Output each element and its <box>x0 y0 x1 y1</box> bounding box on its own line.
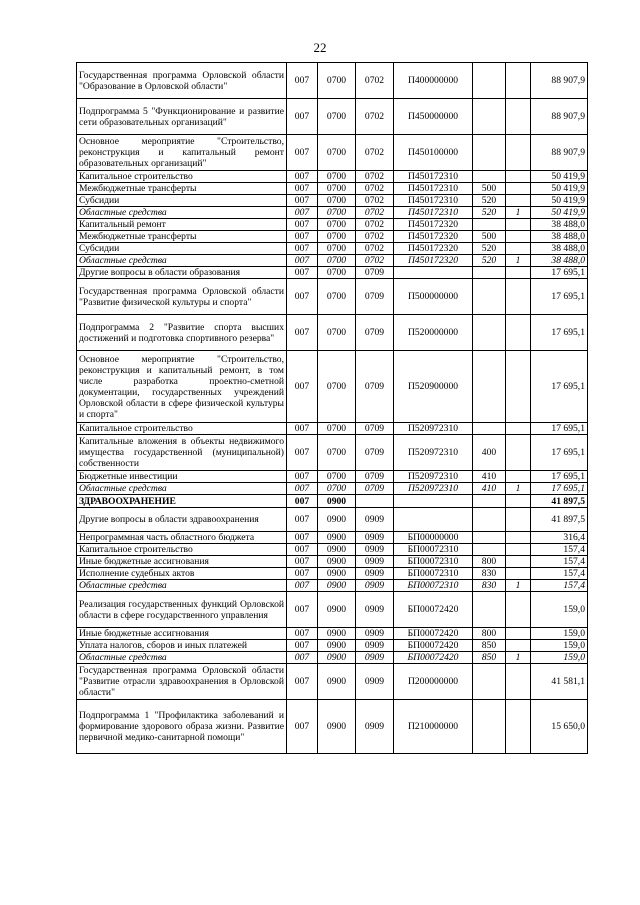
row-code-expense-type: 500 <box>473 183 506 195</box>
row-code-expense-type <box>473 495 506 508</box>
table-row <box>77 267 588 279</box>
row-code-section: 0700 <box>318 171 356 183</box>
row-code-section: 0700 <box>318 183 356 195</box>
row-amount: 41 897,5 <box>531 495 588 508</box>
row-code-section: 0900 <box>318 544 356 556</box>
row-code-section: 0900 <box>318 664 356 700</box>
row-code-expense-type <box>473 219 506 231</box>
row-code-source: 1 <box>506 207 531 219</box>
row-code-ministry: 007 <box>287 580 318 592</box>
table-row <box>77 435 588 471</box>
row-code-expense-type: 800 <box>473 556 506 568</box>
row-code-expense-type <box>473 279 506 315</box>
row-code-subsection: 0909 <box>356 664 394 700</box>
row-description: Государственная программа Орловской области "Образование в Орловской области" <box>77 63 287 99</box>
row-amount: 88 907,9 <box>531 63 588 99</box>
row-code-ministry: 007 <box>287 532 318 544</box>
row-code-ministry: 007 <box>287 99 318 135</box>
row-amount: 159,0 <box>531 628 588 640</box>
row-code-subsection: 0909 <box>356 568 394 580</box>
row-code-ministry: 007 <box>287 483 318 495</box>
row-code-expense-type <box>473 171 506 183</box>
row-code-subsection: 0909 <box>356 652 394 664</box>
row-code-target: БП00072420 <box>394 652 473 664</box>
row-code-subsection: 0702 <box>356 171 394 183</box>
row-description: Капитальное строительство <box>77 544 287 556</box>
row-code-source <box>506 592 531 628</box>
row-code-target: БП00072420 <box>394 640 473 652</box>
row-amount: 38 488,0 <box>531 243 588 255</box>
row-code-subsection: 0909 <box>356 556 394 568</box>
row-amount: 17 695,1 <box>531 351 588 423</box>
row-description: Государственная программа Орловской области "Развитие физической культуры и спорта" <box>77 279 287 315</box>
row-description: ЗДРАВООХРАНЕНИЕ <box>77 495 287 508</box>
row-code-subsection: 0709 <box>356 435 394 471</box>
row-description: Иные бюджетные ассигнования <box>77 556 287 568</box>
row-code-expense-type: 520 <box>473 243 506 255</box>
row-code-subsection: 0702 <box>356 255 394 267</box>
row-code-section: 0700 <box>318 351 356 423</box>
row-description: Реализация государственных функций Орловской области в сфере государственного управления <box>77 592 287 628</box>
row-code-section: 0900 <box>318 628 356 640</box>
table-row <box>77 580 588 592</box>
row-code-subsection: 0709 <box>356 267 394 279</box>
row-code-subsection: 0702 <box>356 243 394 255</box>
row-code-source: 1 <box>506 652 531 664</box>
row-amount: 41 897,5 <box>531 508 588 532</box>
table-row <box>77 628 588 640</box>
row-code-subsection: 0709 <box>356 483 394 495</box>
row-code-source <box>506 63 531 99</box>
row-code-target: П450172310 <box>394 195 473 207</box>
row-code-section: 0700 <box>318 483 356 495</box>
row-code-ministry: 007 <box>287 135 318 171</box>
row-code-source <box>506 544 531 556</box>
row-amount: 159,0 <box>531 652 588 664</box>
row-code-target: П520972310 <box>394 423 473 435</box>
row-description: Уплата налогов, сборов и иных платежей <box>77 640 287 652</box>
row-code-source <box>506 508 531 532</box>
table-row <box>77 255 588 267</box>
row-code-section: 0700 <box>318 279 356 315</box>
row-code-target: БП00072310 <box>394 568 473 580</box>
table-row <box>77 544 588 556</box>
table-row <box>77 652 588 664</box>
row-code-subsection: 0702 <box>356 63 394 99</box>
row-code-section: 0700 <box>318 99 356 135</box>
table-row <box>77 700 588 754</box>
row-code-expense-type <box>473 532 506 544</box>
row-amount: 157,4 <box>531 556 588 568</box>
row-description: Основное мероприятие "Строительство, реконструкция и капитальный ремонт, в том числе разработка проектно-сметной документации, государственных учреждений Орловской области в сфере физической культуры и спорта" <box>77 351 287 423</box>
table-row <box>77 171 588 183</box>
table-row <box>77 207 588 219</box>
row-amount: 50 419,9 <box>531 195 588 207</box>
row-code-ministry: 007 <box>287 183 318 195</box>
row-code-ministry: 007 <box>287 315 318 351</box>
table-row <box>77 243 588 255</box>
row-code-ministry: 007 <box>287 267 318 279</box>
row-code-target: П450172310 <box>394 183 473 195</box>
row-amount: 17 695,1 <box>531 423 588 435</box>
row-amount: 316,4 <box>531 532 588 544</box>
table-row <box>77 315 588 351</box>
row-code-target: П500000000 <box>394 279 473 315</box>
row-amount: 38 488,0 <box>531 219 588 231</box>
row-description: Основное мероприятие "Строительство, реконструкция и капитальный ремонт образовательных организаций" <box>77 135 287 171</box>
row-code-ministry: 007 <box>287 544 318 556</box>
row-description: Субсидии <box>77 195 287 207</box>
row-code-subsection: 0702 <box>356 99 394 135</box>
row-code-source <box>506 628 531 640</box>
row-code-expense-type <box>473 544 506 556</box>
row-code-subsection: 0709 <box>356 351 394 423</box>
row-code-subsection <box>356 495 394 508</box>
row-code-target: П520972310 <box>394 483 473 495</box>
row-code-expense-type <box>473 315 506 351</box>
row-code-expense-type: 800 <box>473 628 506 640</box>
row-code-target: П450172320 <box>394 231 473 243</box>
row-code-source: 1 <box>506 255 531 267</box>
table-row <box>77 231 588 243</box>
row-description: Капитальные вложения в объекты недвижимого имущества государственной (муниципальной) собственности <box>77 435 287 471</box>
row-code-subsection: 0702 <box>356 231 394 243</box>
row-description: Подпрограмма 1 "Профилактика заболеваний и формирование здорового образа жизни. Развитие первичной медико-санитарной помощи" <box>77 700 287 754</box>
row-code-subsection: 0909 <box>356 628 394 640</box>
row-code-ministry: 007 <box>287 628 318 640</box>
row-code-ministry: 007 <box>287 568 318 580</box>
row-code-target: П520900000 <box>394 351 473 423</box>
row-code-ministry: 007 <box>287 592 318 628</box>
row-description: Межбюджетные трансферты <box>77 231 287 243</box>
row-code-target: П450172320 <box>394 243 473 255</box>
table-row <box>77 556 588 568</box>
row-code-section: 0700 <box>318 423 356 435</box>
row-code-target: БП00072310 <box>394 580 473 592</box>
row-code-section: 0700 <box>318 135 356 171</box>
row-code-ministry: 007 <box>287 231 318 243</box>
row-amount: 88 907,9 <box>531 135 588 171</box>
page-number: 22 <box>313 40 327 55</box>
row-amount: 159,0 <box>531 640 588 652</box>
row-amount: 159,0 <box>531 592 588 628</box>
row-description: Государственная программа Орловской области "Развитие отрасли здравоохранения в Орловской области" <box>77 664 287 700</box>
row-code-expense-type <box>473 508 506 532</box>
row-code-source <box>506 99 531 135</box>
row-code-source <box>506 568 531 580</box>
row-code-target: БП00072420 <box>394 592 473 628</box>
row-code-section: 0900 <box>318 495 356 508</box>
row-code-section: 0700 <box>318 243 356 255</box>
row-code-section: 0700 <box>318 63 356 99</box>
row-code-target: П450100000 <box>394 135 473 171</box>
row-code-target: П450172320 <box>394 255 473 267</box>
row-code-section: 0700 <box>318 195 356 207</box>
row-code-source: 1 <box>506 483 531 495</box>
row-amount: 50 419,9 <box>531 207 588 219</box>
row-description: Межбюджетные трансферты <box>77 183 287 195</box>
row-code-expense-type: 850 <box>473 652 506 664</box>
table-row <box>77 508 588 532</box>
row-code-ministry: 007 <box>287 171 318 183</box>
row-amount: 157,4 <box>531 544 588 556</box>
row-code-subsection: 0702 <box>356 207 394 219</box>
row-amount: 41 581,1 <box>531 664 588 700</box>
row-code-source <box>506 556 531 568</box>
row-code-ministry: 007 <box>287 255 318 267</box>
row-code-expense-type <box>473 592 506 628</box>
row-code-subsection: 0709 <box>356 315 394 351</box>
table-row <box>77 99 588 135</box>
row-amount: 50 419,9 <box>531 183 588 195</box>
row-description: Областные средства <box>77 207 287 219</box>
table-row <box>77 568 588 580</box>
row-code-subsection: 0909 <box>356 700 394 754</box>
row-code-ministry: 007 <box>287 195 318 207</box>
table-row <box>77 423 588 435</box>
row-code-ministry: 007 <box>287 63 318 99</box>
table-row <box>77 640 588 652</box>
row-code-source <box>506 315 531 351</box>
table-row <box>77 592 588 628</box>
row-amount: 38 488,0 <box>531 255 588 267</box>
row-description: Подпрограмма 5 "Функционирование и развитие сети образовательных организаций" <box>77 99 287 135</box>
row-code-section: 0700 <box>318 255 356 267</box>
row-code-ministry: 007 <box>287 508 318 532</box>
row-code-section: 0900 <box>318 508 356 532</box>
table-row <box>77 135 588 171</box>
table-row <box>77 183 588 195</box>
row-amount: 17 695,1 <box>531 483 588 495</box>
row-code-expense-type: 520 <box>473 255 506 267</box>
row-code-target: П400000000 <box>394 63 473 99</box>
row-code-subsection: 0909 <box>356 580 394 592</box>
row-amount: 50 419,9 <box>531 171 588 183</box>
row-code-section: 0900 <box>318 532 356 544</box>
row-code-ministry: 007 <box>287 279 318 315</box>
row-code-source: 1 <box>506 580 531 592</box>
table-row <box>77 495 588 508</box>
row-description: Капитальное строительство <box>77 171 287 183</box>
row-description: Капитальный ремонт <box>77 219 287 231</box>
row-code-source <box>506 435 531 471</box>
row-code-section: 0700 <box>318 267 356 279</box>
row-code-expense-type: 400 <box>473 435 506 471</box>
row-code-target: П450172310 <box>394 171 473 183</box>
row-code-ministry: 007 <box>287 640 318 652</box>
row-code-source <box>506 219 531 231</box>
row-code-source <box>506 267 531 279</box>
table-row <box>77 195 588 207</box>
row-code-expense-type <box>473 99 506 135</box>
row-code-subsection: 0702 <box>356 219 394 231</box>
row-code-expense-type: 850 <box>473 640 506 652</box>
row-code-ministry: 007 <box>287 207 318 219</box>
row-code-subsection: 0702 <box>356 183 394 195</box>
row-code-target: П520972310 <box>394 435 473 471</box>
row-code-source <box>506 279 531 315</box>
row-code-section: 0900 <box>318 568 356 580</box>
row-amount: 157,4 <box>531 568 588 580</box>
row-code-subsection: 0709 <box>356 279 394 315</box>
row-code-section: 0900 <box>318 640 356 652</box>
row-code-source <box>506 351 531 423</box>
row-description: Исполнение судебных актов <box>77 568 287 580</box>
row-code-ministry: 007 <box>287 652 318 664</box>
row-description: Подпрограмма 2 "Развитие спорта высших достижений и подготовка спортивного резерва" <box>77 315 287 351</box>
row-code-ministry: 007 <box>287 435 318 471</box>
row-description: Областные средства <box>77 652 287 664</box>
row-code-section: 0700 <box>318 435 356 471</box>
row-code-ministry: 007 <box>287 219 318 231</box>
row-code-source <box>506 243 531 255</box>
row-description: Непрограммная часть областного бюджета <box>77 532 287 544</box>
row-amount: 17 695,1 <box>531 471 588 483</box>
row-code-expense-type <box>473 63 506 99</box>
row-code-source <box>506 700 531 754</box>
budget-table <box>76 62 588 754</box>
row-code-source <box>506 423 531 435</box>
row-code-target <box>394 508 473 532</box>
row-code-ministry: 007 <box>287 700 318 754</box>
row-code-source <box>506 231 531 243</box>
row-code-expense-type: 410 <box>473 483 506 495</box>
row-code-subsection: 0909 <box>356 508 394 532</box>
row-code-target: П200000000 <box>394 664 473 700</box>
row-code-target: П450000000 <box>394 99 473 135</box>
row-code-expense-type <box>473 664 506 700</box>
row-code-section: 0900 <box>318 700 356 754</box>
row-code-expense-type: 520 <box>473 207 506 219</box>
row-code-subsection: 0909 <box>356 544 394 556</box>
row-code-target <box>394 267 473 279</box>
row-code-ministry: 007 <box>287 471 318 483</box>
row-description: Бюджетные инвестиции <box>77 471 287 483</box>
row-code-section: 0700 <box>318 471 356 483</box>
row-code-expense-type <box>473 267 506 279</box>
row-code-source <box>506 664 531 700</box>
row-code-section: 0700 <box>318 207 356 219</box>
row-code-target: П520000000 <box>394 315 473 351</box>
row-code-section: 0700 <box>318 315 356 351</box>
row-code-ministry: 007 <box>287 556 318 568</box>
row-code-source <box>506 495 531 508</box>
row-amount: 15 650,0 <box>531 700 588 754</box>
row-code-source <box>506 532 531 544</box>
row-amount: 17 695,1 <box>531 315 588 351</box>
table-row <box>77 532 588 544</box>
row-code-ministry: 007 <box>287 243 318 255</box>
row-code-target: БП00072310 <box>394 544 473 556</box>
row-description: Областные средства <box>77 255 287 267</box>
row-description: Субсидии <box>77 243 287 255</box>
row-amount: 17 695,1 <box>531 267 588 279</box>
row-code-subsection: 0909 <box>356 640 394 652</box>
row-description: Иные бюджетные ассигнования <box>77 628 287 640</box>
row-code-subsection: 0909 <box>356 592 394 628</box>
row-code-section: 0700 <box>318 231 356 243</box>
row-description: Областные средства <box>77 483 287 495</box>
row-amount: 157,4 <box>531 580 588 592</box>
row-code-expense-type: 830 <box>473 568 506 580</box>
row-code-ministry: 007 <box>287 423 318 435</box>
row-code-expense-type <box>473 700 506 754</box>
row-code-section: 0700 <box>318 219 356 231</box>
row-description: Областные средства <box>77 580 287 592</box>
row-code-source <box>506 183 531 195</box>
table-row <box>77 219 588 231</box>
row-code-ministry: 007 <box>287 495 318 508</box>
row-code-expense-type: 520 <box>473 195 506 207</box>
table-row <box>77 63 588 99</box>
row-description: Капитальное строительство <box>77 423 287 435</box>
row-code-expense-type <box>473 351 506 423</box>
row-code-expense-type: 830 <box>473 580 506 592</box>
row-code-section: 0900 <box>318 592 356 628</box>
row-code-target: П210000000 <box>394 700 473 754</box>
table-row <box>77 483 588 495</box>
row-code-ministry: 007 <box>287 351 318 423</box>
row-description: Другие вопросы в области образования <box>77 267 287 279</box>
row-code-expense-type: 500 <box>473 231 506 243</box>
row-code-source <box>506 640 531 652</box>
row-code-target: БП00072310 <box>394 556 473 568</box>
row-code-expense-type <box>473 135 506 171</box>
row-code-target: П450172310 <box>394 207 473 219</box>
row-code-source <box>506 471 531 483</box>
row-code-target: П520972310 <box>394 471 473 483</box>
row-code-source <box>506 171 531 183</box>
row-code-subsection: 0709 <box>356 471 394 483</box>
row-code-target: БП00000000 <box>394 532 473 544</box>
row-amount: 88 907,9 <box>531 99 588 135</box>
table-row <box>77 664 588 700</box>
row-code-target <box>394 495 473 508</box>
row-code-target: БП00072420 <box>394 628 473 640</box>
row-code-ministry: 007 <box>287 664 318 700</box>
row-code-subsection: 0909 <box>356 532 394 544</box>
row-amount: 38 488,0 <box>531 231 588 243</box>
table-row <box>77 279 588 315</box>
row-description: Другие вопросы в области здравоохранения <box>77 508 287 532</box>
row-code-subsection: 0702 <box>356 195 394 207</box>
row-code-expense-type: 410 <box>473 471 506 483</box>
row-code-section: 0900 <box>318 652 356 664</box>
row-code-source <box>506 195 531 207</box>
row-code-section: 0900 <box>318 580 356 592</box>
row-code-target: П450172320 <box>394 219 473 231</box>
row-amount: 17 695,1 <box>531 279 588 315</box>
row-code-subsection: 0702 <box>356 135 394 171</box>
row-code-expense-type <box>473 423 506 435</box>
table-row <box>77 471 588 483</box>
row-amount: 17 695,1 <box>531 435 588 471</box>
table-row <box>77 351 588 423</box>
row-code-section: 0900 <box>318 556 356 568</box>
row-code-subsection: 0709 <box>356 423 394 435</box>
row-code-source <box>506 135 531 171</box>
